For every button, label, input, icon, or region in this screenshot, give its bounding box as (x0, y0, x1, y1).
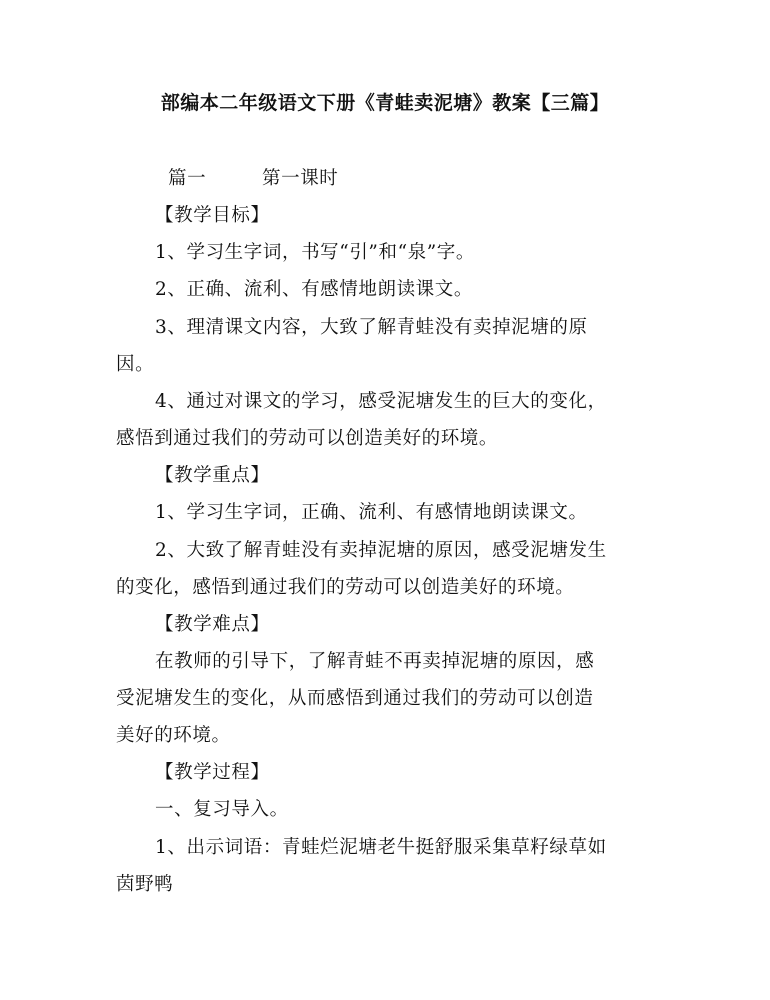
difficulties-heading: 【教学难点】 (155, 614, 270, 635)
key-points-heading: 【教学重点】 (155, 465, 270, 486)
key-points-item-2-line-2: 的变化，感悟到通过我们的劳动可以创造美好的环境。 (116, 577, 575, 598)
goals-item-1: 1、学习生字词，书写“引”和“泉”字。 (155, 242, 476, 263)
difficulties-line-3: 美好的环境。 (116, 725, 231, 746)
process-heading: 【教学过程】 (155, 762, 270, 783)
goals-item-3-line-1: 3、理清课文内容，大致了解青蛙没有卖掉泥塘的原 (155, 317, 588, 338)
process-item-1-line-2: 茵野鸭 (116, 874, 174, 895)
document-title: 部编本二年级语文下册《青蛙卖泥塘》教案【三篇】 (160, 92, 610, 114)
goals-item-3-line-2: 因。 (116, 354, 155, 375)
difficulties-line-1: 在教师的引导下，了解青蛙不再卖掉泥塘的原因，感 (155, 651, 595, 672)
process-item-1-line-1: 1、出示词语：青蛙烂泥塘老牛挺舒服采集草籽绿草如 (155, 837, 607, 858)
chapter-title: 第一课时 (262, 168, 339, 189)
key-points-item-2-line-1: 2、大致了解青蛙没有卖掉泥塘的原因，感受泥塘发生 (155, 540, 607, 561)
goals-item-4-line-1: 4、通过对课文的学习，感受泥塘发生的巨大的变化， (155, 391, 607, 412)
goals-heading: 【教学目标】 (155, 205, 270, 226)
key-points-item-1: 1、学习生字词，正确、流利、有感情地朗读课文。 (155, 502, 588, 523)
chapter-label: 篇一 (168, 168, 207, 189)
goals-item-4-line-2: 感悟到通过我们的劳动可以创造美好的环境。 (116, 428, 499, 449)
difficulties-line-2: 受泥塘发生的变化，从而感悟到通过我们的劳动可以创造 (116, 688, 594, 709)
goals-item-2: 2、正确、流利、有感情地朗读课文。 (155, 279, 473, 300)
process-section-1: 一、复习导入。 (155, 799, 289, 820)
